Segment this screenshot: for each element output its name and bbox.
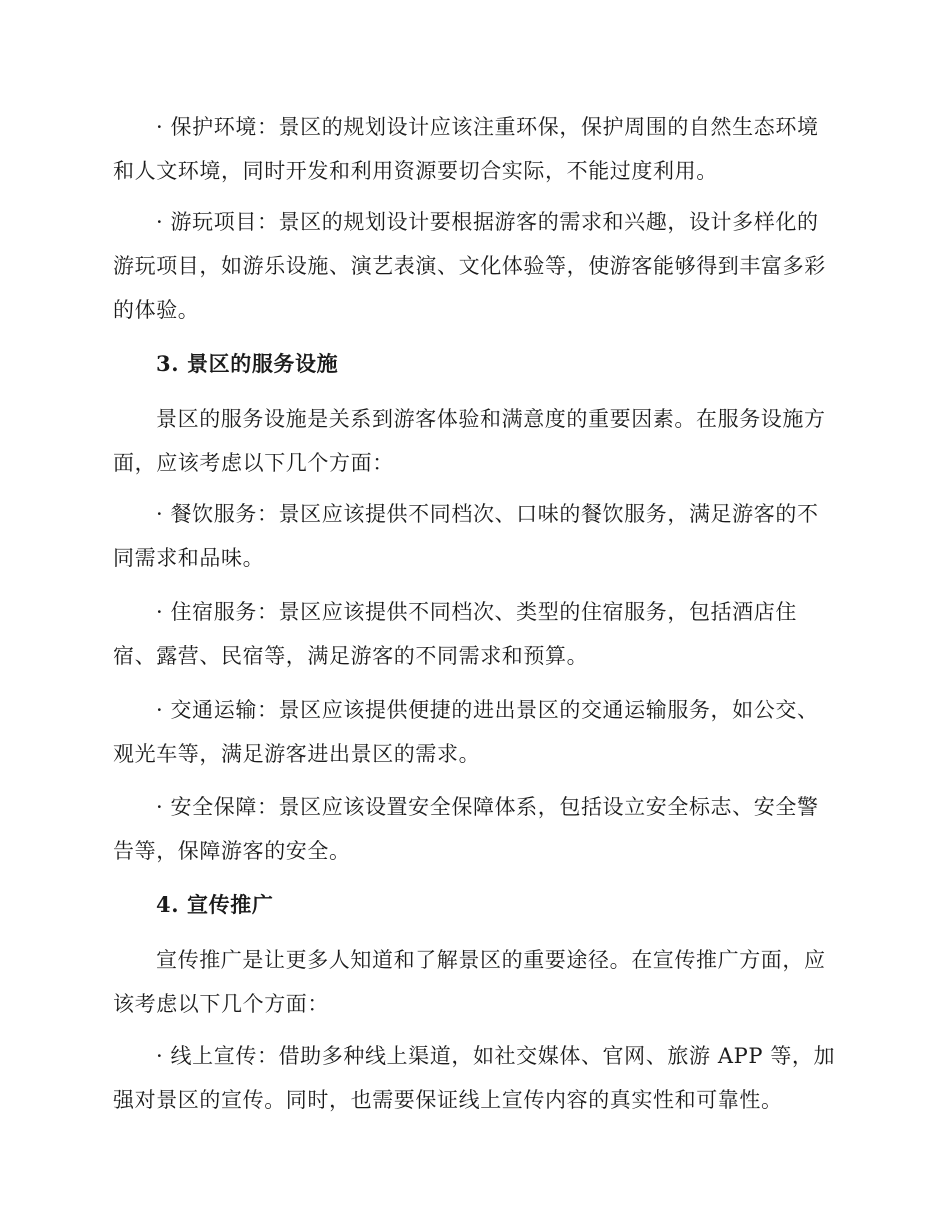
text-line: · 住宿服务：景区应该提供不同档次、类型的住宿服务，包括酒店住 (156, 600, 797, 624)
text-line: 告等，保障游客的安全。 (113, 839, 351, 863)
heading-text: 3. 景区的服务设施 (156, 351, 339, 376)
text-line: 同需求和品味。 (113, 546, 265, 570)
paragraph-catering (113, 492, 829, 580)
paragraph-online-promotion (113, 1034, 836, 1122)
paragraph-accommodation (113, 590, 829, 678)
text-line: 的体验。 (113, 298, 200, 322)
text-line: 宣传推广是让更多人知道和了解景区的重要途径。在宣传推广方面，应 (156, 948, 826, 972)
text-line: 游玩项目，如游乐设施、演艺表演、文化体验等，使游客能够得到丰富多彩 (113, 254, 826, 278)
text-line: · 餐饮服务：景区应该提供不同档次、口味的餐饮服务，满足游客的不 (156, 502, 819, 526)
text-line: 和人文环境，同时开发和利用资源要切合实际，不能过度利用。 (113, 159, 718, 183)
section-heading-service-facilities (113, 342, 829, 386)
text-line: 该考虑以下几个方面： (113, 992, 329, 1016)
text-line: 宿、露营、民宿等，满足游客的不同需求和预算。 (113, 644, 589, 668)
text-line: 面，应该考虑以下几个方面： (113, 451, 394, 475)
text-line: · 安全保障：景区应该设置安全保障体系，包括设立安全标志、安全警 (156, 795, 819, 819)
text-line: 景区的服务设施是关系到游客体验和满意度的重要因素。在服务设施方 (156, 407, 826, 431)
paragraph-protect-environment (113, 105, 829, 193)
section-heading-promotion (113, 883, 829, 927)
paragraph-service-intro (113, 397, 829, 485)
text-line: · 游玩项目：景区的规划设计要根据游客的需求和兴趣，设计多样化的 (156, 210, 819, 234)
heading-text: 4. 宣传推广 (156, 892, 274, 917)
paragraph-promotion-intro (113, 938, 829, 1026)
text-line: 强对景区的宣传。同时，也需要保证线上宣传内容的真实性和可靠性。 (113, 1088, 783, 1112)
text-line: · 保护环境：景区的规划设计应该注重环保，保护周围的自然生态环境 (156, 115, 819, 139)
text-line: · 线上宣传：借助多种线上渠道，如社交媒体、官网、旅游 APP 等，加 (156, 1044, 836, 1068)
paragraph-entertainment-projects (113, 200, 829, 332)
text-line: · 交通运输：景区应该提供便捷的进出景区的交通运输服务，如公交、 (156, 698, 819, 722)
paragraph-transportation (113, 688, 829, 776)
paragraph-safety (113, 785, 829, 873)
text-line: 观光车等，满足游客进出景区的需求。 (113, 742, 481, 766)
